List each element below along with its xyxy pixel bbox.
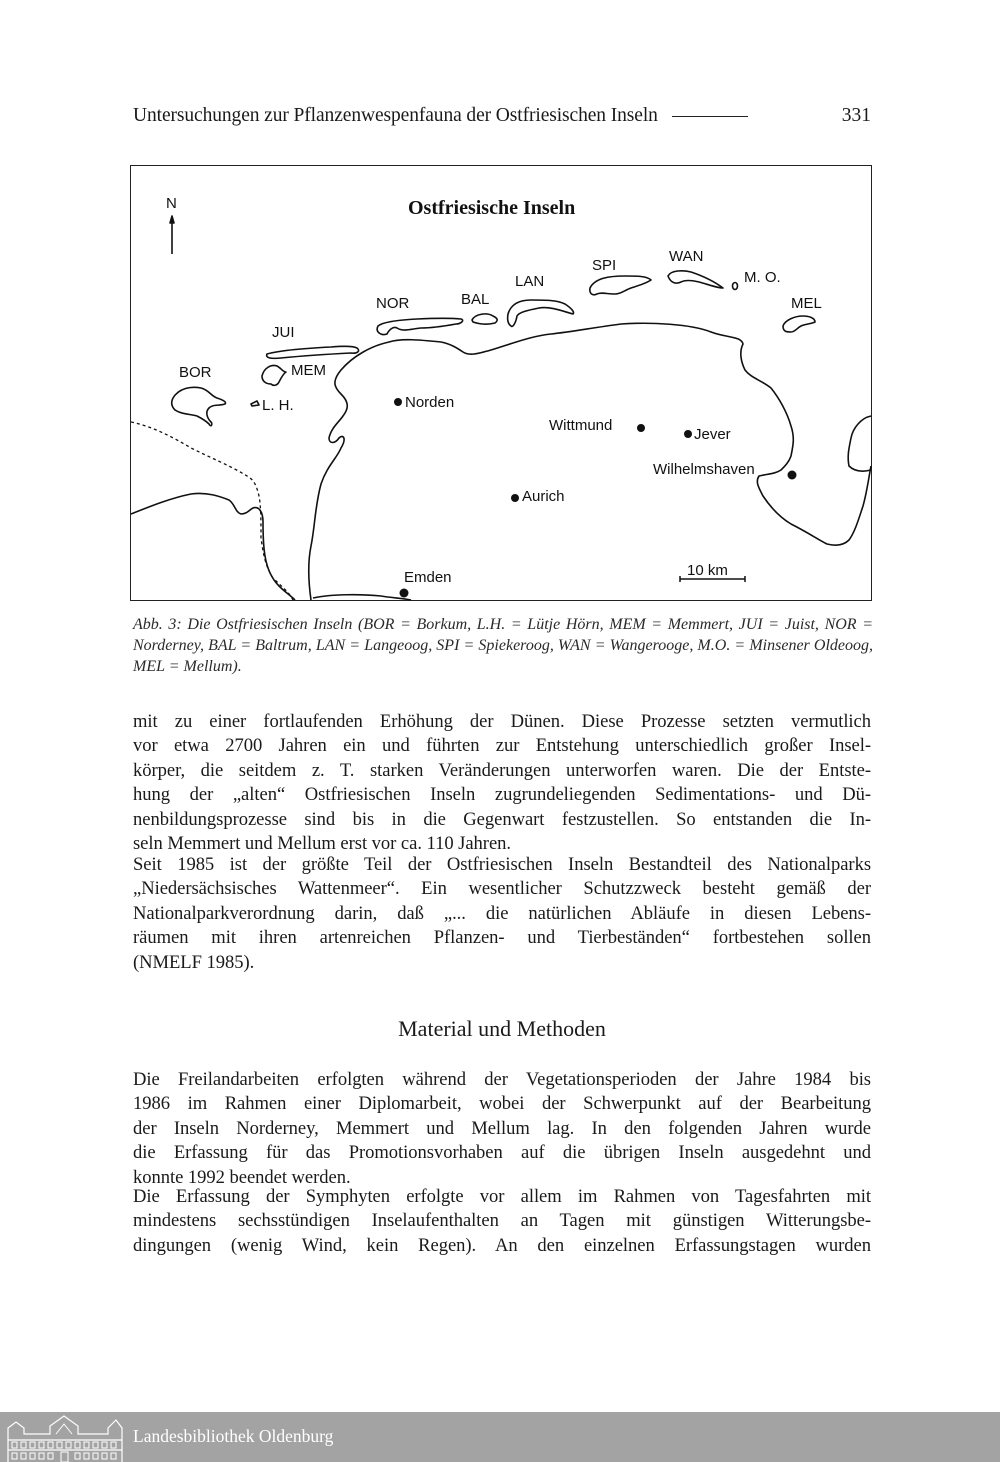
label-wan: WAN xyxy=(669,248,704,265)
library-name: Landesbibliothek Oldenburg xyxy=(133,1426,334,1446)
town-dot-norden xyxy=(394,398,402,406)
paragraph-3 xyxy=(133,1068,871,1190)
island-borkum xyxy=(172,387,226,425)
island-wangerooge xyxy=(668,271,723,288)
text-line: körper, die seitdem z. T. starken Veränderungen unterworfen waren. Die der Entste- xyxy=(133,759,871,781)
text-line: (NMELF 1985). xyxy=(133,951,255,973)
label-nor: NOR xyxy=(376,295,410,312)
label-wittmund: Wittmund xyxy=(549,417,613,434)
emden-shore xyxy=(313,595,411,600)
label-norden: Norden xyxy=(405,394,455,411)
island-mellum xyxy=(783,316,815,332)
mainland-coastline xyxy=(309,323,871,600)
label-bor: BOR xyxy=(179,364,212,381)
label-lh: L. H. xyxy=(262,397,294,414)
map-figure xyxy=(130,165,872,601)
border-dashed-line xyxy=(131,422,293,600)
label-lan: LAN xyxy=(515,273,545,290)
text-line: mindestens sechsstündigen Inselaufenthalten an Tagen mit günstigen Witterungsbe- xyxy=(133,1210,871,1232)
paragraph-2 xyxy=(133,853,871,975)
island-memmert xyxy=(262,365,286,385)
town-dot-wilhelmshaven xyxy=(788,471,797,480)
text-line: hung der „alten“ Ostfriesischen Inseln zugrundeliegenden Sedimentations- und Dü- xyxy=(133,784,871,806)
label-jui: JUI xyxy=(272,324,295,341)
figure-caption: Abb. 3: Die Ostfriesischen Inseln (BOR = Borkum, L.H. = Lütje Hörn, MEM = Memmert, JUI = Juist, NOR = Norderney, BAL = Baltrum, LAN = Langeoog, SPI = Spiekeroog, WAN = Wangerooge, M.O. = Minsener Oldeoog, MEL = Mellum). xyxy=(133,616,873,675)
town-dot-emden xyxy=(400,589,409,598)
ems-left-coastline xyxy=(131,493,295,600)
text-line: der Inseln Norderney, Memmert und Mellum lag. In den folgenden Jahren wurde xyxy=(133,1117,871,1139)
text-line: Die Erfassung der Symphyten erfolgte vor allem im Rahmen von Tagesfahrten mit xyxy=(133,1186,871,1207)
jade-bay-coast xyxy=(848,416,871,471)
text-line: nenbildungsprozesse sind bis in die Gegenwart festzustellen. So entstanden die In- xyxy=(133,808,871,830)
island-baltrum xyxy=(472,314,497,324)
label-spi: SPI xyxy=(592,257,617,274)
text-line: 1986 im Rahmen einer Diplomarbeit, wobei der Schwerpunkt auf der Bearbeitung xyxy=(133,1093,871,1115)
text-line: räumen mit ihren artenreichen Pflanzen- und Tierbeständen“ fortbestehen sollen xyxy=(133,927,871,949)
text-line: Nationalparkverordnung darin, daß „... die natürlichen Abläufe in diesen Lebens- xyxy=(133,902,871,924)
running-title: Untersuchungen zur Pflanzenwespenfauna der Ostfriesischen Inseln xyxy=(133,105,658,126)
label-wilhelmshaven: Wilhelmshaven xyxy=(653,461,755,478)
island-langeoog xyxy=(508,300,574,326)
running-header xyxy=(133,103,871,129)
map-title: Ostfriesische Inseln xyxy=(408,197,576,219)
island-minsener-oldeoog xyxy=(733,283,738,290)
header-rule xyxy=(672,116,748,117)
island-norderney xyxy=(377,318,462,334)
library-footer-bar xyxy=(0,1412,1000,1462)
island-spiekeroog xyxy=(590,276,651,295)
page-number: 331 xyxy=(841,105,871,126)
town-dot-wittmund xyxy=(637,424,645,432)
north-label: N xyxy=(166,195,177,212)
label-emden: Emden xyxy=(404,569,452,586)
island-luetje-hoern xyxy=(251,401,259,406)
island-juist xyxy=(267,346,359,358)
label-aurich: Aurich xyxy=(522,488,565,505)
map-svg xyxy=(131,166,873,602)
library-building-icon xyxy=(6,1414,124,1462)
text-line: die Erfassung für das Promotionsvorhaben auf die übrigen Inseln ausgedehnt und xyxy=(133,1142,871,1164)
label-jever: Jever xyxy=(694,426,731,443)
text-line: mit zu einer fortlaufenden Erhöhung der Dünen. Diese Prozesse setzten vermutlich xyxy=(133,711,871,732)
label-mo: M. O. xyxy=(744,269,781,286)
town-dot-aurich xyxy=(511,494,519,502)
paragraph-1 xyxy=(133,710,871,856)
north-arrowhead-icon xyxy=(170,216,174,223)
label-mem: MEM xyxy=(291,362,326,379)
label-mel: MEL xyxy=(791,295,822,312)
label-bal: BAL xyxy=(461,291,490,308)
town-dot-jever xyxy=(684,430,692,438)
text-line: vor etwa 2700 Jahren ein und führten zur Entstehung unterschiedlich großer Insel- xyxy=(133,735,871,757)
text-line: Seit 1985 ist der größte Teil der Ostfriesischen Inseln Bestandteil des Nationalparks xyxy=(133,854,871,875)
text-line: Die Freilandarbeiten erfolgten während der Vegetationsperioden der Jahre 1984 bis xyxy=(133,1069,871,1090)
text-line: dingungen (wenig Wind, kein Regen). An den einzelnen Erfassungstagen wurden xyxy=(133,1234,871,1256)
section-heading: Material und Methoden xyxy=(398,1016,606,1041)
text-line: „Niedersächsisches Wattenmeer“. Ein wesentlicher Schutzzweck besteht gemäß der xyxy=(133,878,871,900)
paragraph-4 xyxy=(133,1185,871,1258)
text-line: seln Memmert und Mellum erst vor ca. 110 Jahren. xyxy=(133,832,511,854)
scale-label: 10 km xyxy=(687,562,728,579)
text-line: konnte 1992 beendet werden. xyxy=(133,1166,351,1188)
